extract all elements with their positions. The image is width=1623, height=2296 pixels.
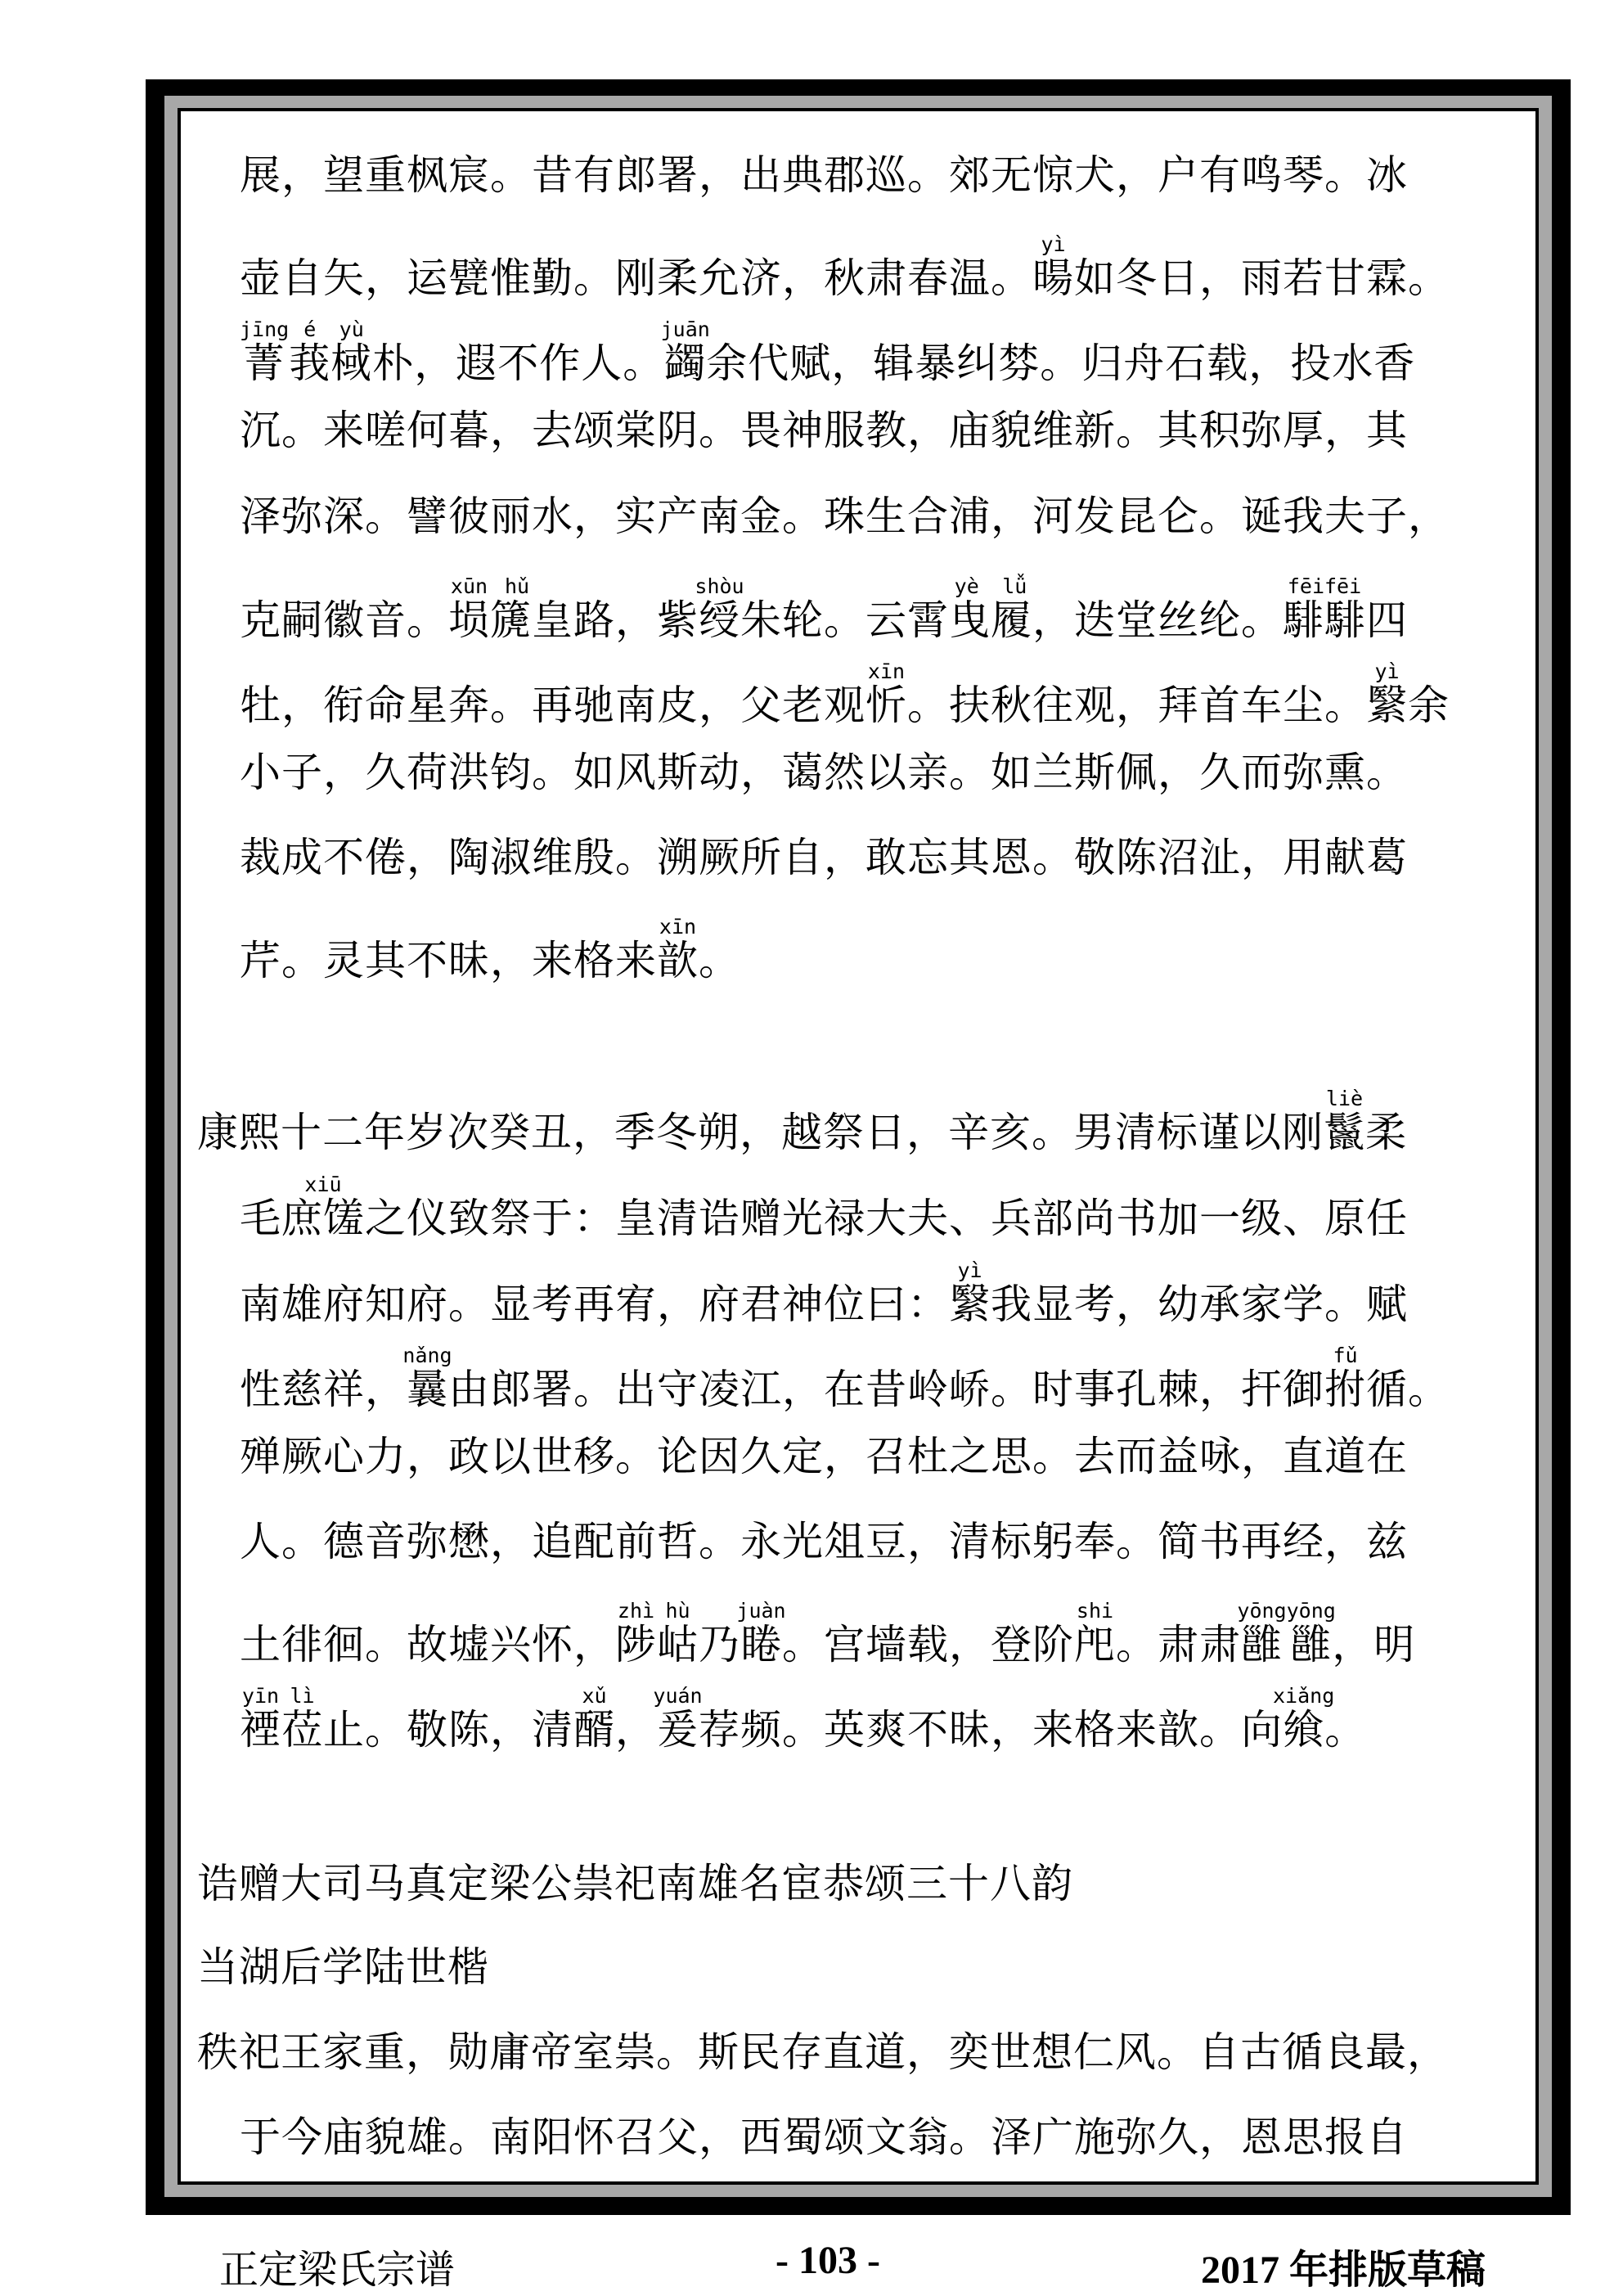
text-run: 毛 <box>240 1195 281 1242</box>
pinyin-annotation: shòu <box>695 574 744 598</box>
ruby-base: 陟 <box>615 1621 657 1668</box>
ruby-annotated-char <box>402 1344 452 1413</box>
ruby-annotated-char <box>615 1599 657 1668</box>
text-run: 。 <box>1324 1706 1367 1754</box>
ruby-base: 暘 <box>1032 254 1074 302</box>
pinyin-annotation: xiǎng <box>1273 1684 1335 1708</box>
text-run: 康熙十二年岁次癸丑，季冬朔，越祭日，辛亥。男清标谨以刚 <box>197 1109 1324 1156</box>
ruby-annotated-char <box>736 1599 786 1668</box>
ruby-annotated-char <box>1283 574 1366 644</box>
ruby-base: 雝雝 <box>1237 1621 1336 1668</box>
text-run: 芹。灵其不昧，来格来 <box>240 937 657 984</box>
ruby-base: 菁 <box>240 340 290 387</box>
pinyin-annotation: xīn <box>657 915 699 939</box>
ruby-base: 歆 <box>657 937 699 984</box>
pinyin-annotation: é <box>289 317 331 341</box>
text-run: 乃 <box>699 1621 740 1668</box>
ruby-base: 莪 <box>289 340 331 387</box>
ruby-base: 醑 <box>573 1706 615 1754</box>
text-line <box>240 833 1408 882</box>
ruby-annotated-char <box>240 1684 281 1754</box>
pinyin-annotation: xūn hǔ <box>448 574 532 598</box>
ruby-base: 鬣 <box>1324 1109 1365 1156</box>
ruby-annotated-char <box>1324 1344 1366 1413</box>
pinyin-annotation: yè lǚ <box>949 574 1032 598</box>
text-run: 沉。来嗟何暮，去颂棠阴。畏神服教，庙貌维新。其积弥厚，其 <box>240 407 1408 454</box>
pinyin-annotation: xīn <box>865 660 907 683</box>
text-run: 四 <box>1366 597 1408 644</box>
ruby-annotated-char <box>1273 1684 1335 1754</box>
text-line <box>197 1087 1407 1157</box>
text-run: 荐频。英爽不昧，来格来歆。向 <box>699 1706 1283 1754</box>
text-run: 秩祀王家重，勋庸帝室祟。斯民存直道，奕世想仁风。自古循良最， <box>197 2028 1449 2076</box>
text-run: 循。 <box>1366 1366 1450 1413</box>
text-run: 人。德音弥懋，追配前哲。永光俎豆，清标躬奉。简书再经，兹 <box>240 1518 1408 1565</box>
ruby-base: 飨 <box>1273 1706 1335 1754</box>
text-run: ，迭堂丝纶。 <box>1032 597 1283 644</box>
pinyin-annotation: zhì <box>615 1599 657 1623</box>
ruby-base: 繄 <box>949 1281 991 1328</box>
text-run: 。肃肃 <box>1116 1621 1241 1668</box>
text-run: 。扶秋往观，拜首车尘。 <box>907 682 1366 729</box>
text-line <box>197 2028 1449 2077</box>
pinyin-annotation: nǎng <box>402 1344 452 1367</box>
ruby-base: 蠲 <box>660 340 710 387</box>
footer-title: 正定梁氏宗谱 <box>219 2249 456 2292</box>
pinyin-annotation: lì <box>281 1684 323 1708</box>
text-run: 如冬日，雨若甘霖。 <box>1074 254 1450 302</box>
pinyin-annotation: yōngyōng <box>1237 1599 1336 1623</box>
text-line <box>240 2113 1408 2162</box>
ruby-annotated-char <box>1074 1599 1116 1668</box>
ruby-annotated-char <box>657 915 699 984</box>
ruby-base: 绶 <box>695 597 744 644</box>
text-run: 由郎署。出守凌江，在昔岭峤。时事孔棘，扞御 <box>448 1366 1324 1413</box>
text-run: 南雄府知府。显考再宥，府君神位曰： <box>240 1281 949 1328</box>
ruby-annotated-char <box>281 1173 365 1242</box>
ruby-annotated-char <box>330 317 373 387</box>
text-line <box>197 1943 489 1992</box>
ruby-annotated-char <box>865 660 907 729</box>
text-run: 余 <box>1408 682 1450 729</box>
ruby-annotated-char <box>448 574 532 644</box>
ruby-annotated-char <box>657 1599 699 1668</box>
page-frame-inner <box>178 108 1539 2185</box>
pinyin-annotation: yīn <box>240 1684 281 1708</box>
ruby-annotated-char <box>1237 1599 1336 1668</box>
text-line <box>240 406 1408 455</box>
text-run: 于今庙貌雄。南阳怀召父，西蜀颂文翁。泽广施弥久，恩思报自 <box>240 2114 1408 2161</box>
pinyin-annotation: yuán <box>653 1684 703 1708</box>
text-line <box>240 1432 1408 1481</box>
ruby-base: 忻 <box>865 682 907 729</box>
ruby-base: 埙篪 <box>448 597 532 644</box>
pinyin-annotation: yù <box>330 317 373 341</box>
pinyin-annotation: yì <box>1366 660 1408 683</box>
ruby-base: 岵 <box>657 1621 699 1668</box>
ruby-annotated-char <box>1324 1087 1365 1156</box>
ruby-base: 曳履 <box>949 597 1032 644</box>
ruby-annotated-char <box>573 1684 615 1754</box>
text-run: 柔 <box>1365 1109 1407 1156</box>
text-line <box>240 915 740 985</box>
pinyin-annotation: liè <box>1324 1087 1365 1110</box>
ruby-base: 曩 <box>402 1366 452 1413</box>
text-line <box>240 1517 1408 1566</box>
text-run: 之仪致祭于：皇清诰赠光禄大夫、兵部尚书加一级、原任 <box>365 1195 1408 1242</box>
ruby-annotated-char <box>1032 232 1074 302</box>
text-run: ， <box>615 1706 657 1754</box>
ruby-annotated-char <box>281 1684 323 1754</box>
text-line <box>240 151 1408 200</box>
text-run: 土徘徊。故墟兴怀， <box>240 1621 615 1668</box>
ruby-base: 棫 <box>330 340 373 387</box>
text-run: 止。敬陈，清 <box>323 1706 573 1754</box>
ruby-annotated-char <box>660 317 710 387</box>
page-footer <box>0 2238 1623 2292</box>
text-run: 展，望重枫宸。昔有郎署，出典郡巡。郊无惊犬，户有鸣琴。冰 <box>240 151 1408 199</box>
text-run: 。 <box>699 937 740 984</box>
ruby-base: 禋 <box>240 1706 281 1754</box>
text-run: 当湖后学陆世楷 <box>197 1943 489 1991</box>
text-line <box>240 748 1408 797</box>
text-line <box>197 1859 1073 1908</box>
text-run: 余代赋，辑暴纠棼。归舟石载，投水香 <box>706 340 1416 387</box>
text-run: 裁成不倦，陶淑维殷。溯厥所自，敢忘其恩。敬陈沼沚，用献葛 <box>240 834 1408 881</box>
pinyin-annotation: xǔ <box>573 1684 615 1708</box>
text-run: 泽弥深。譬彼丽水，实产南金。珠生合浦，河发昆仑。诞我夫子， <box>240 493 1450 540</box>
text-run: 壶自矢，运甓惟勤。刚柔允济，秋肃春温。 <box>240 254 1032 302</box>
text-run: 皇路，紫 <box>532 597 699 644</box>
pinyin-annotation: shi <box>1074 1599 1116 1623</box>
ruby-base: 拊 <box>1324 1366 1366 1413</box>
pinyin-annotation: yì <box>1032 232 1074 256</box>
pinyin-annotation: juàn <box>736 1599 786 1623</box>
text-line <box>240 1684 1367 1754</box>
ruby-base: 睠 <box>736 1621 786 1668</box>
ruby-annotated-char <box>240 317 290 387</box>
text-line <box>240 317 1416 388</box>
ruby-annotated-char <box>289 317 331 387</box>
ruby-base: 繄 <box>1366 682 1408 729</box>
ruby-annotated-char <box>1366 660 1408 729</box>
text-body <box>181 111 1535 2181</box>
text-run: 小子，久荷洪钧。如风斯动，蔼然以亲。如兰斯佩，久而弥熏。 <box>240 749 1408 796</box>
text-run: 牡，衔命星奔。再驰南皮，父老观 <box>240 682 865 729</box>
text-run: 性慈祥， <box>240 1366 407 1413</box>
text-line <box>240 232 1450 303</box>
pinyin-annotation: xiū <box>281 1173 365 1196</box>
pinyin-annotation: yì <box>949 1258 991 1282</box>
pinyin-annotation: fǔ <box>1324 1344 1366 1367</box>
pinyin-annotation: juān <box>660 317 710 341</box>
ruby-base: 騑騑 <box>1283 597 1366 644</box>
text-line <box>240 1173 1408 1243</box>
text-run: 诰赠大司马真定梁公祟祀南雄名宦恭颂三十八韵 <box>197 1860 1073 1907</box>
ruby-annotated-char <box>695 574 744 644</box>
text-run: 我显考，幼承家学。赋 <box>991 1281 1408 1328</box>
pinyin-annotation: fēifēi <box>1283 574 1366 598</box>
text-run: 朴，遐不作人。 <box>372 340 665 387</box>
text-line <box>240 660 1450 730</box>
pinyin-annotation: jīng <box>240 317 290 341</box>
ruby-annotated-char <box>949 574 1032 644</box>
pinyin-annotation: hù <box>657 1599 699 1623</box>
text-run: 朱轮。云霄 <box>740 597 949 644</box>
ruby-annotated-char <box>653 1684 703 1754</box>
ruby-base: 爰 <box>653 1706 703 1754</box>
page-number: - 103 - <box>776 2239 880 2282</box>
text-run: ，明 <box>1332 1621 1416 1668</box>
text-line <box>240 1344 1450 1414</box>
ruby-annotated-char <box>949 1258 991 1328</box>
text-run: 克嗣徽音。 <box>240 597 448 644</box>
footer-draft-note: 2017 年排版草稿 <box>1201 2249 1486 2292</box>
ruby-base: 庶馐 <box>281 1195 365 1242</box>
ruby-base: 戺 <box>1074 1621 1116 1668</box>
text-run: 殚厥心力，政以世移。论因久定，召杜之思。去而益咏，直道在 <box>240 1433 1408 1480</box>
text-line <box>240 1258 1408 1329</box>
ruby-base: 莅 <box>281 1706 323 1754</box>
text-run: 。宫墙载，登阶 <box>782 1621 1074 1668</box>
text-line <box>240 574 1408 645</box>
text-line <box>240 1599 1416 1669</box>
text-line <box>240 492 1450 541</box>
